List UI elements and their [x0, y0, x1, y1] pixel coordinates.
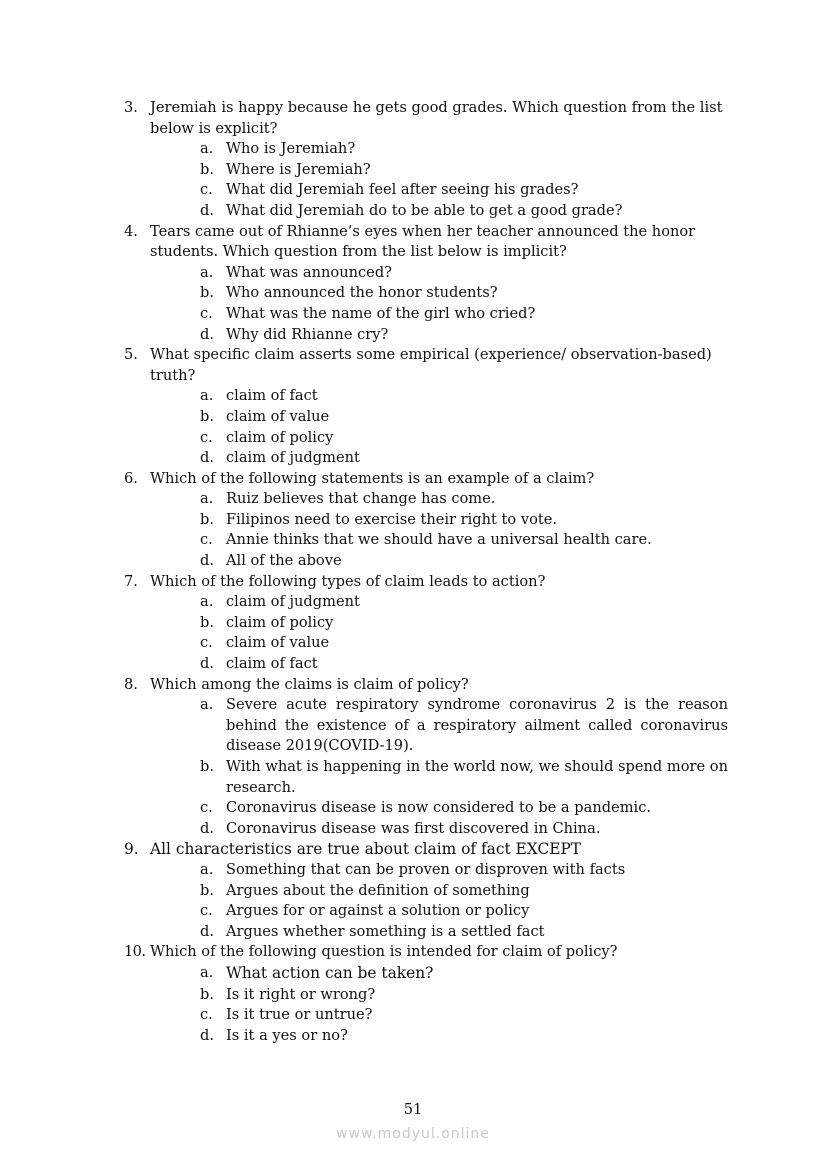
option-text: Why did Rhianne cry? — [226, 325, 389, 343]
watermark-text: www.modyul.online — [336, 1126, 490, 1142]
option-text: Who is Jeremiah? — [226, 140, 356, 158]
option-d — [150, 654, 728, 675]
option-letter: d. — [200, 325, 214, 343]
option-b — [150, 160, 728, 181]
option-letter: b. — [200, 985, 214, 1003]
option-letter: c. — [200, 799, 213, 817]
option-c — [150, 530, 728, 551]
option-c — [150, 304, 728, 325]
option-text: All of the above — [226, 552, 342, 570]
option-text: Severe acute respiratory syndrome coronavirus 2 is the reason behind the existence of a respiratory ailment called coronavirus disease 2019(COVID-19). — [226, 696, 728, 755]
option-letter: d. — [200, 201, 214, 219]
option-b — [150, 510, 728, 531]
option-text: claim of policy — [226, 428, 334, 446]
option-text: Is it true or untrue? — [226, 1006, 373, 1024]
option-letter: a. — [200, 860, 214, 878]
option-c — [150, 901, 728, 922]
question-3 — [124, 98, 728, 222]
question-number: 5. — [124, 346, 138, 364]
option-b — [150, 283, 728, 304]
question-number: 6. — [124, 469, 138, 487]
option-letter: d. — [200, 1026, 214, 1044]
question-number: 3. — [124, 99, 138, 116]
option-letter: c. — [200, 428, 213, 446]
question-text: Tears came out of Rhianne’s eyes when her teacher announced the honor students. Which question from the list below is implicit? — [150, 222, 696, 261]
question-8 — [124, 675, 728, 840]
option-letter: d. — [200, 922, 214, 940]
option-letter: c. — [200, 304, 213, 322]
option-list — [150, 860, 728, 942]
option-d — [150, 551, 728, 572]
option-letter: a. — [200, 490, 214, 508]
option-letter: a. — [200, 963, 214, 981]
option-a — [150, 695, 728, 757]
option-text: claim of fact — [226, 655, 318, 673]
option-text: Argues about the definition of something — [226, 881, 530, 899]
question-number: 8. — [124, 675, 138, 693]
option-c — [150, 633, 728, 654]
option-list — [150, 386, 728, 468]
option-letter: c. — [200, 181, 213, 199]
question-text: Which of the following types of claim leads to action? — [150, 572, 546, 590]
question-7 — [124, 572, 728, 675]
option-list — [150, 489, 728, 571]
option-text: Where is Jeremiah? — [226, 160, 371, 178]
option-list — [150, 139, 728, 221]
option-text: What did Jeremiah feel after seeing his grades? — [226, 181, 579, 199]
option-letter: c. — [200, 902, 213, 920]
option-text: Is it a yes or no? — [226, 1026, 348, 1044]
option-a — [150, 139, 728, 160]
option-a — [150, 860, 728, 881]
option-letter: b. — [200, 407, 214, 425]
option-d — [150, 819, 728, 840]
option-letter: c. — [200, 634, 213, 652]
option-b — [150, 613, 728, 634]
option-letter: b. — [200, 284, 214, 302]
option-text: Filipinos need to exercise their right to vote. — [226, 510, 558, 528]
option-b — [150, 757, 728, 798]
option-letter: a. — [200, 263, 214, 281]
option-text: claim of value — [226, 407, 330, 425]
option-list — [150, 592, 728, 674]
option-letter: d. — [200, 449, 214, 467]
option-letter: a. — [200, 593, 214, 611]
option-letter: a. — [200, 696, 214, 714]
option-text: Coronavirus disease is now considered to be a pandemic. — [226, 799, 652, 817]
quiz-questions — [124, 98, 728, 1046]
option-text: Coronavirus disease was first discovered in China. — [226, 819, 601, 837]
option-text: What did Jeremiah do to be able to get a good grade? — [226, 201, 623, 219]
option-d — [150, 201, 728, 222]
option-text: Argues whether something is a settled fact — [226, 922, 545, 940]
option-letter: b. — [200, 613, 214, 631]
option-text: Is it right or wrong? — [226, 985, 376, 1003]
option-letter: d. — [200, 655, 214, 673]
option-text: With what is happening in the world now, we should spend more on research. — [226, 758, 728, 796]
option-list — [150, 695, 728, 839]
option-d — [150, 1026, 728, 1047]
option-letter: a. — [200, 140, 214, 158]
option-letter: c. — [200, 1006, 213, 1024]
question-6 — [124, 469, 728, 572]
question-5 — [124, 345, 728, 469]
option-a — [150, 263, 728, 284]
question-10 — [124, 942, 728, 1046]
question-number: 4. — [124, 222, 138, 240]
option-a — [150, 592, 728, 613]
option-c — [150, 428, 728, 449]
option-b — [150, 407, 728, 428]
option-a — [150, 386, 728, 407]
option-a — [150, 963, 728, 985]
question-9 — [124, 839, 728, 942]
question-text: What specific claim asserts some empirical (experience/ observation-based) truth? — [150, 346, 712, 384]
question-text: Which among the claims is claim of policy? — [150, 675, 469, 693]
option-text: claim of fact — [226, 387, 318, 405]
question-text: Jeremiah is happy because he gets good grades. Which question from the list below is explicit? — [150, 99, 723, 137]
option-c — [150, 1005, 728, 1026]
question-text: All characteristics are true about claim of fact EXCEPT — [150, 840, 582, 859]
question-4 — [124, 222, 728, 346]
option-letter: a. — [200, 387, 214, 405]
option-text: claim of policy — [226, 613, 334, 631]
option-list — [150, 263, 728, 345]
question-number: 10. — [124, 943, 146, 961]
option-d — [150, 325, 728, 346]
option-d — [150, 922, 728, 943]
option-text: What action can be taken? — [226, 963, 434, 982]
question-text: Which of the following question is intended for claim of policy? — [150, 943, 618, 961]
option-text: claim of judgment — [226, 449, 360, 467]
option-text: Ruiz believes that change has come. — [226, 490, 496, 508]
option-letter: d. — [200, 819, 214, 837]
option-text: Something that can be proven or disproven with facts — [226, 860, 626, 878]
question-number: 7. — [124, 572, 138, 590]
option-list — [150, 963, 728, 1046]
option-b — [150, 881, 728, 902]
question-text: Which of the following statements is an example of a claim? — [150, 469, 595, 487]
option-text: claim of judgment — [226, 593, 360, 611]
option-text: Who announced the honor students? — [226, 284, 498, 302]
option-letter: d. — [200, 552, 214, 570]
option-c — [150, 798, 728, 819]
option-a — [150, 489, 728, 510]
option-b — [150, 985, 728, 1006]
option-text: Argues for or against a solution or policy — [226, 902, 530, 920]
page-number: 51 — [403, 1101, 423, 1118]
option-text: claim of value — [226, 634, 330, 652]
option-c — [150, 180, 728, 201]
option-letter: b. — [200, 160, 214, 178]
option-letter: b. — [200, 510, 214, 528]
option-text: Annie thinks that we should have a universal health care. — [226, 531, 652, 549]
option-letter: c. — [200, 531, 213, 549]
option-d — [150, 448, 728, 469]
option-letter: b. — [200, 881, 214, 899]
question-number: 9. — [124, 840, 139, 859]
option-letter: b. — [200, 758, 214, 775]
option-text: What was announced? — [226, 263, 392, 281]
option-text: What was the name of the girl who cried? — [226, 304, 536, 322]
